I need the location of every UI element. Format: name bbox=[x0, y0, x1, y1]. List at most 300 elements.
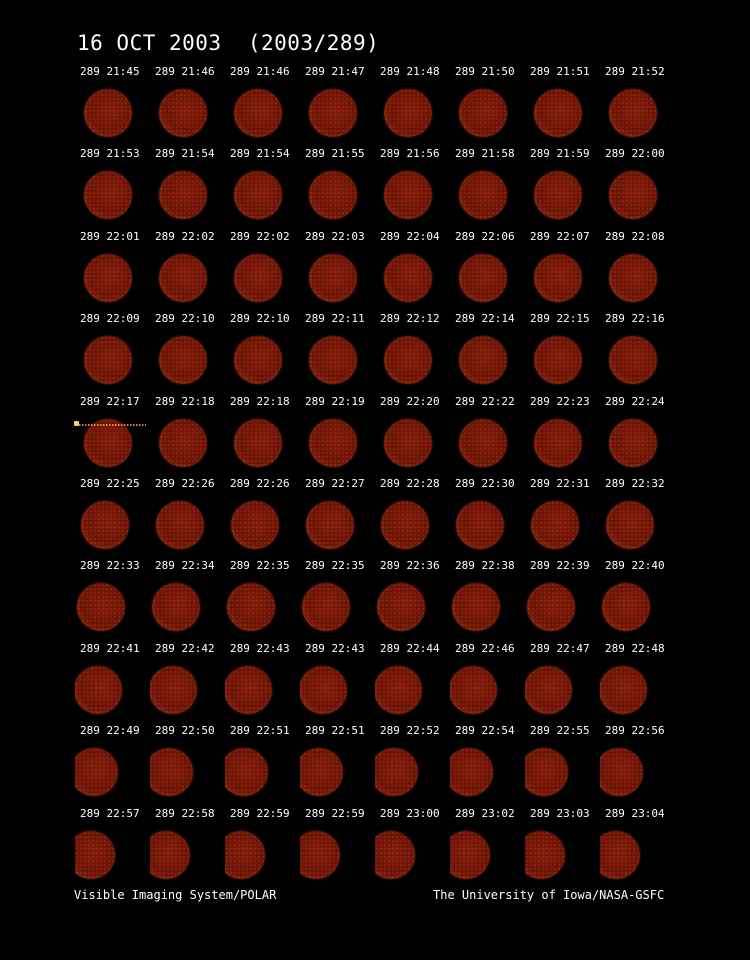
frame-cell bbox=[75, 559, 150, 641]
frame-timestamp: 289 22:35 bbox=[230, 559, 290, 572]
earth-disk bbox=[602, 583, 650, 631]
frame-image bbox=[225, 658, 300, 724]
frame-image bbox=[225, 246, 300, 312]
frame-cell bbox=[225, 642, 300, 724]
frame-cell bbox=[375, 312, 450, 394]
earth-disk bbox=[75, 748, 118, 796]
earth-disk bbox=[459, 171, 507, 219]
frame-timestamp: 289 21:46 bbox=[230, 65, 290, 78]
frame-image bbox=[525, 658, 600, 724]
earth-disk bbox=[234, 89, 282, 137]
frame-cell bbox=[525, 312, 600, 394]
frame-image bbox=[525, 575, 600, 641]
earth-disk bbox=[231, 501, 279, 549]
frame-cell bbox=[150, 312, 225, 394]
frame-image bbox=[450, 411, 525, 477]
frame-image bbox=[600, 493, 675, 559]
earth-disk bbox=[534, 171, 582, 219]
frame-image bbox=[450, 823, 525, 889]
page-title: 16 OCT 2003 (2003/289) bbox=[77, 31, 380, 55]
frame-cell bbox=[375, 477, 450, 559]
frame-timestamp: 289 22:18 bbox=[230, 395, 290, 408]
frame-timestamp: 289 22:41 bbox=[80, 642, 140, 655]
earth-disk bbox=[227, 583, 275, 631]
frame-image bbox=[150, 493, 225, 559]
frame-timestamp: 289 22:06 bbox=[455, 230, 515, 243]
frame-image bbox=[375, 493, 450, 559]
frame-image bbox=[375, 163, 450, 229]
earth-disk bbox=[234, 171, 282, 219]
frame-cell bbox=[525, 147, 600, 229]
earth-disk bbox=[450, 666, 497, 714]
earth-disk bbox=[309, 419, 357, 467]
frame-cell bbox=[525, 230, 600, 312]
earth-disk bbox=[84, 254, 132, 302]
frame-cell bbox=[150, 477, 225, 559]
frame-timestamp: 289 21:46 bbox=[155, 65, 215, 78]
frame-cell bbox=[450, 65, 525, 147]
earth-disk bbox=[75, 666, 122, 714]
frame-image bbox=[300, 658, 375, 724]
frame-cell bbox=[600, 395, 675, 477]
frame-cell bbox=[450, 312, 525, 394]
frame-image bbox=[225, 81, 300, 147]
frame-image bbox=[375, 411, 450, 477]
frame-timestamp: 289 22:43 bbox=[230, 642, 290, 655]
frame-timestamp: 289 21:47 bbox=[305, 65, 365, 78]
frame-image bbox=[150, 328, 225, 394]
frame-timestamp: 289 22:31 bbox=[530, 477, 590, 490]
frame-image bbox=[225, 740, 300, 806]
frame-timestamp: 289 22:04 bbox=[380, 230, 440, 243]
frame-image bbox=[300, 575, 375, 641]
frame-timestamp: 289 22:52 bbox=[380, 724, 440, 737]
frame-image bbox=[600, 246, 675, 312]
image-artifact-streak bbox=[76, 424, 146, 426]
earth-disk bbox=[456, 501, 504, 549]
frame-image bbox=[225, 823, 300, 889]
frame-cell bbox=[300, 807, 375, 889]
earth-disk bbox=[531, 501, 579, 549]
frame-timestamp: 289 21:48 bbox=[380, 65, 440, 78]
frame-image bbox=[300, 740, 375, 806]
frame-timestamp: 289 22:01 bbox=[80, 230, 140, 243]
frame-cell bbox=[450, 807, 525, 889]
frame-cell bbox=[150, 230, 225, 312]
earth-disk bbox=[84, 336, 132, 384]
frame-image bbox=[525, 411, 600, 477]
frame-timestamp: 289 21:55 bbox=[305, 147, 365, 160]
frame-image bbox=[450, 493, 525, 559]
frame-cell bbox=[375, 724, 450, 806]
earth-disk bbox=[534, 254, 582, 302]
frame-cell bbox=[225, 724, 300, 806]
frame-timestamp: 289 23:02 bbox=[455, 807, 515, 820]
earth-disk bbox=[300, 666, 347, 714]
frame-timestamp: 289 22:24 bbox=[605, 395, 665, 408]
earth-disk bbox=[84, 171, 132, 219]
earth-disk bbox=[302, 583, 350, 631]
earth-disk bbox=[450, 748, 493, 796]
frame-timestamp: 289 22:49 bbox=[80, 724, 140, 737]
frame-cell bbox=[300, 559, 375, 641]
frame-image bbox=[75, 658, 150, 724]
earth-disk bbox=[309, 171, 357, 219]
frame-timestamp: 289 22:18 bbox=[155, 395, 215, 408]
earth-disk bbox=[609, 171, 657, 219]
frame-timestamp: 289 22:27 bbox=[305, 477, 365, 490]
earth-disk bbox=[600, 748, 643, 796]
frame-timestamp: 289 22:50 bbox=[155, 724, 215, 737]
frame-timestamp: 289 21:50 bbox=[455, 65, 515, 78]
frame-cell bbox=[375, 147, 450, 229]
frame-cell bbox=[525, 395, 600, 477]
earth-disk bbox=[75, 831, 115, 879]
earth-disk bbox=[225, 748, 268, 796]
frame-image bbox=[75, 411, 150, 477]
frame-image bbox=[600, 740, 675, 806]
frame-image bbox=[150, 823, 225, 889]
earth-disk bbox=[159, 89, 207, 137]
earth-disk bbox=[234, 254, 282, 302]
frame-cell bbox=[450, 559, 525, 641]
frame-image bbox=[375, 328, 450, 394]
earth-disk bbox=[77, 583, 125, 631]
frame-image bbox=[600, 658, 675, 724]
earth-disk bbox=[384, 419, 432, 467]
earth-disk bbox=[459, 419, 507, 467]
frame-timestamp: 289 21:54 bbox=[155, 147, 215, 160]
frame-cell bbox=[75, 724, 150, 806]
frame-image bbox=[300, 823, 375, 889]
frame-cell bbox=[75, 395, 150, 477]
frame-image bbox=[225, 411, 300, 477]
earth-disk bbox=[150, 748, 193, 796]
earth-disk bbox=[150, 666, 197, 714]
frame-cell bbox=[225, 807, 300, 889]
frame-timestamp: 289 22:03 bbox=[305, 230, 365, 243]
frame-image bbox=[450, 575, 525, 641]
frame-timestamp: 289 22:58 bbox=[155, 807, 215, 820]
earth-disk bbox=[375, 748, 418, 796]
earth-disk bbox=[300, 748, 343, 796]
frame-timestamp: 289 22:15 bbox=[530, 312, 590, 325]
frame-timestamp: 289 22:44 bbox=[380, 642, 440, 655]
frame-cell bbox=[75, 312, 150, 394]
frame-cell bbox=[600, 642, 675, 724]
frame-image bbox=[375, 246, 450, 312]
frame-image bbox=[300, 411, 375, 477]
frame-timestamp: 289 21:58 bbox=[455, 147, 515, 160]
frame-timestamp: 289 23:04 bbox=[605, 807, 665, 820]
frame-cell bbox=[225, 559, 300, 641]
frame-image bbox=[525, 81, 600, 147]
frame-cell bbox=[150, 147, 225, 229]
frame-image bbox=[375, 81, 450, 147]
frame-timestamp: 289 22:39 bbox=[530, 559, 590, 572]
frame-cell bbox=[375, 807, 450, 889]
frame-timestamp: 289 21:56 bbox=[380, 147, 440, 160]
frame-timestamp: 289 21:53 bbox=[80, 147, 140, 160]
frame-image bbox=[150, 575, 225, 641]
frame-cell bbox=[600, 65, 675, 147]
earth-disk bbox=[381, 501, 429, 549]
frame-image bbox=[75, 328, 150, 394]
frame-timestamp: 289 22:42 bbox=[155, 642, 215, 655]
frame-image bbox=[150, 246, 225, 312]
frame-image bbox=[450, 658, 525, 724]
earth-disk bbox=[609, 419, 657, 467]
frame-image bbox=[600, 575, 675, 641]
frame-image bbox=[150, 658, 225, 724]
frame-timestamp: 289 22:57 bbox=[80, 807, 140, 820]
footer-credit-instrument: Visible Imaging System/POLAR bbox=[74, 888, 277, 902]
frame-cell bbox=[150, 724, 225, 806]
frame-cell bbox=[450, 147, 525, 229]
frame-timestamp: 289 22:59 bbox=[230, 807, 290, 820]
frame-cell bbox=[525, 477, 600, 559]
earth-disk bbox=[81, 501, 129, 549]
frame-image bbox=[150, 411, 225, 477]
frame-image bbox=[300, 493, 375, 559]
earth-disk bbox=[152, 583, 200, 631]
frame-timestamp: 289 22:19 bbox=[305, 395, 365, 408]
frame-cell bbox=[600, 147, 675, 229]
frame-cell bbox=[375, 642, 450, 724]
earth-disk bbox=[609, 254, 657, 302]
earth-disk bbox=[159, 254, 207, 302]
frame-timestamp: 289 22:17 bbox=[80, 395, 140, 408]
frame-image bbox=[75, 740, 150, 806]
frame-image bbox=[300, 163, 375, 229]
frame-image bbox=[75, 81, 150, 147]
frame-image bbox=[300, 328, 375, 394]
frame-cell bbox=[300, 147, 375, 229]
earth-disk bbox=[527, 583, 575, 631]
frame-timestamp: 289 22:38 bbox=[455, 559, 515, 572]
frame-timestamp: 289 22:34 bbox=[155, 559, 215, 572]
frame-image bbox=[375, 740, 450, 806]
frame-image bbox=[225, 328, 300, 394]
frame-cell bbox=[75, 642, 150, 724]
frame-cell bbox=[525, 65, 600, 147]
frame-image bbox=[600, 823, 675, 889]
frame-image bbox=[150, 163, 225, 229]
frame-cell bbox=[600, 724, 675, 806]
earth-disk bbox=[84, 89, 132, 137]
frame-timestamp: 289 22:28 bbox=[380, 477, 440, 490]
frame-timestamp: 289 22:48 bbox=[605, 642, 665, 655]
earth-disk bbox=[384, 254, 432, 302]
frame-image bbox=[225, 493, 300, 559]
frame-timestamp: 289 22:20 bbox=[380, 395, 440, 408]
earth-disk bbox=[450, 831, 490, 879]
frame-image bbox=[450, 246, 525, 312]
frame-timestamp: 289 22:56 bbox=[605, 724, 665, 737]
frame-cell bbox=[525, 807, 600, 889]
earth-disk bbox=[156, 501, 204, 549]
earth-disk bbox=[84, 419, 132, 467]
frame-image bbox=[525, 740, 600, 806]
earth-disk bbox=[225, 666, 272, 714]
earth-disk bbox=[309, 254, 357, 302]
frame-timestamp: 289 22:55 bbox=[530, 724, 590, 737]
earth-disk bbox=[309, 89, 357, 137]
frame-cell bbox=[75, 230, 150, 312]
frame-cell bbox=[600, 312, 675, 394]
frame-cell bbox=[450, 724, 525, 806]
earth-disk bbox=[159, 336, 207, 384]
frame-timestamp: 289 23:03 bbox=[530, 807, 590, 820]
frame-cell bbox=[600, 807, 675, 889]
frame-image bbox=[450, 328, 525, 394]
frame-cell bbox=[600, 230, 675, 312]
frame-timestamp: 289 22:02 bbox=[155, 230, 215, 243]
earth-disk bbox=[150, 831, 190, 879]
frame-image bbox=[150, 81, 225, 147]
frame-timestamp: 289 22:36 bbox=[380, 559, 440, 572]
frame-timestamp: 289 22:12 bbox=[380, 312, 440, 325]
earth-disk bbox=[375, 666, 422, 714]
frame-timestamp: 289 22:40 bbox=[605, 559, 665, 572]
frame-cell bbox=[300, 724, 375, 806]
frame-timestamp: 289 22:32 bbox=[605, 477, 665, 490]
frame-image bbox=[75, 246, 150, 312]
earth-disk bbox=[534, 89, 582, 137]
earth-disk bbox=[525, 831, 565, 879]
frame-image bbox=[450, 740, 525, 806]
frame-image bbox=[150, 740, 225, 806]
frame-cell bbox=[225, 395, 300, 477]
frame-cell bbox=[375, 65, 450, 147]
frame-image bbox=[375, 823, 450, 889]
frame-timestamp: 289 22:10 bbox=[155, 312, 215, 325]
frame-image bbox=[75, 575, 150, 641]
frame-timestamp: 289 22:54 bbox=[455, 724, 515, 737]
earth-disk bbox=[459, 336, 507, 384]
frame-image bbox=[225, 575, 300, 641]
earth-disk bbox=[600, 831, 640, 879]
frame-cell bbox=[75, 65, 150, 147]
frame-timestamp: 289 21:51 bbox=[530, 65, 590, 78]
frame-image bbox=[525, 328, 600, 394]
earth-disk bbox=[534, 336, 582, 384]
frame-timestamp: 289 21:52 bbox=[605, 65, 665, 78]
frame-cell bbox=[75, 477, 150, 559]
earth-disk bbox=[375, 831, 415, 879]
frame-cell bbox=[525, 642, 600, 724]
earth-disk bbox=[225, 831, 265, 879]
frame-timestamp: 289 22:11 bbox=[305, 312, 365, 325]
frame-cell bbox=[450, 395, 525, 477]
frame-timestamp: 289 23:00 bbox=[380, 807, 440, 820]
frame-cell bbox=[150, 65, 225, 147]
frame-cell bbox=[600, 559, 675, 641]
frame-cell bbox=[375, 230, 450, 312]
frame-cell bbox=[300, 642, 375, 724]
frame-timestamp: 289 22:25 bbox=[80, 477, 140, 490]
frame-timestamp: 289 22:26 bbox=[155, 477, 215, 490]
frame-cell bbox=[525, 559, 600, 641]
frame-cell bbox=[300, 312, 375, 394]
frame-timestamp: 289 22:51 bbox=[305, 724, 365, 737]
footer-credit-institution: The University of Iowa/NASA-GSFC bbox=[433, 888, 665, 902]
frame-cell bbox=[150, 807, 225, 889]
earth-disk bbox=[159, 419, 207, 467]
frame-cell bbox=[225, 312, 300, 394]
frame-timestamp: 289 22:23 bbox=[530, 395, 590, 408]
frame-timestamp: 289 22:30 bbox=[455, 477, 515, 490]
frame-timestamp: 289 21:59 bbox=[530, 147, 590, 160]
frame-cell bbox=[225, 230, 300, 312]
frame-image bbox=[600, 163, 675, 229]
frame-image bbox=[525, 246, 600, 312]
frame-cell bbox=[450, 477, 525, 559]
earth-disk bbox=[459, 254, 507, 302]
frame-image bbox=[375, 658, 450, 724]
frame-timestamp: 289 22:51 bbox=[230, 724, 290, 737]
earth-disk bbox=[609, 336, 657, 384]
frame-timestamp: 289 22:35 bbox=[305, 559, 365, 572]
earth-disk bbox=[234, 419, 282, 467]
frame-timestamp: 289 22:43 bbox=[305, 642, 365, 655]
frame-timestamp: 289 22:10 bbox=[230, 312, 290, 325]
earth-disk bbox=[384, 89, 432, 137]
frame-image bbox=[75, 493, 150, 559]
frame-timestamp: 289 22:02 bbox=[230, 230, 290, 243]
frame-image bbox=[525, 823, 600, 889]
frame-timestamp: 289 22:09 bbox=[80, 312, 140, 325]
frame-image bbox=[600, 411, 675, 477]
earth-disk bbox=[234, 336, 282, 384]
frame-cell bbox=[300, 477, 375, 559]
frame-cell bbox=[225, 65, 300, 147]
frame-cell bbox=[225, 477, 300, 559]
frame-timestamp: 289 21:54 bbox=[230, 147, 290, 160]
frame-timestamp: 289 22:33 bbox=[80, 559, 140, 572]
earth-disk bbox=[306, 501, 354, 549]
frame-cell bbox=[300, 65, 375, 147]
earth-disk bbox=[384, 336, 432, 384]
frame-image bbox=[525, 163, 600, 229]
earth-disk bbox=[525, 666, 572, 714]
frame-cell bbox=[75, 807, 150, 889]
frame-cell bbox=[525, 724, 600, 806]
earth-disk bbox=[452, 583, 500, 631]
frame-cell bbox=[300, 230, 375, 312]
earth-disk bbox=[459, 89, 507, 137]
frame-image bbox=[375, 575, 450, 641]
frame-timestamp: 289 22:22 bbox=[455, 395, 515, 408]
frame-image bbox=[450, 163, 525, 229]
frame-image bbox=[525, 493, 600, 559]
frame-timestamp: 289 22:59 bbox=[305, 807, 365, 820]
frame-timestamp: 289 21:45 bbox=[80, 65, 140, 78]
frame-cell bbox=[150, 395, 225, 477]
frame-cell bbox=[600, 477, 675, 559]
frame-cell bbox=[375, 395, 450, 477]
frame-image bbox=[450, 81, 525, 147]
earth-disk bbox=[159, 171, 207, 219]
frame-timestamp: 289 22:26 bbox=[230, 477, 290, 490]
frame-image bbox=[600, 81, 675, 147]
earth-disk bbox=[609, 89, 657, 137]
earth-disk bbox=[600, 666, 647, 714]
earth-disk bbox=[525, 748, 568, 796]
frame-cell bbox=[450, 642, 525, 724]
frame-image bbox=[225, 163, 300, 229]
frame-image bbox=[600, 328, 675, 394]
